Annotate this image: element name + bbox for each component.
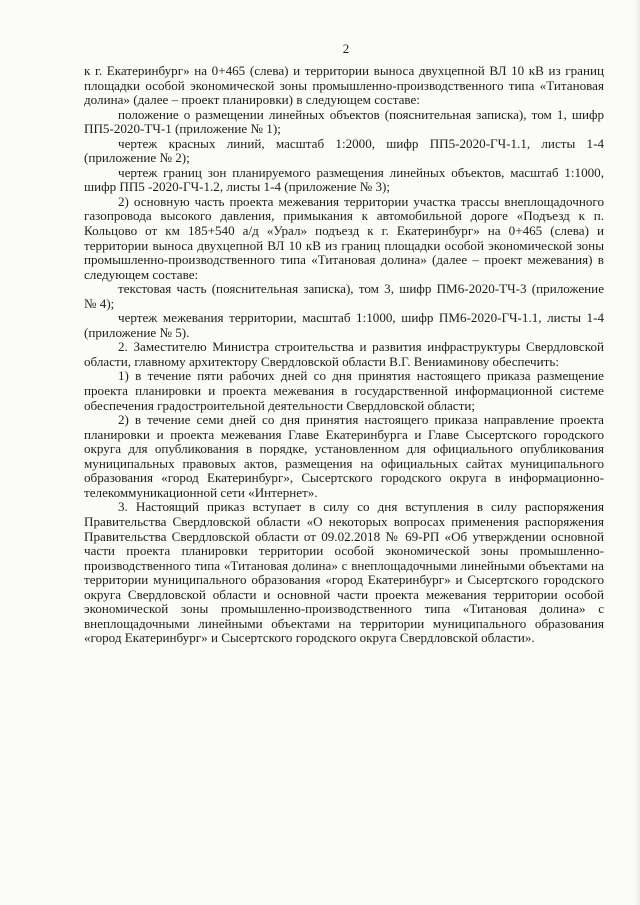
paragraph-text-part: текстовая часть (пояснительная записка), том 3, шифр ПМ6-2020-ТЧ-3 (приложение № 4); (84, 281, 604, 311)
page-number: 2 (342, 41, 350, 56)
paragraph-red-lines-drawing: чертеж красных линий, масштаб 1:2000, шифр ПП5-2020-ГЧ-1.1, листы 1-4 (приложение № 2); (84, 135, 604, 166)
paragraph-zone-boundaries-drawing: чертеж границ зон планируемого размещения линейных объектов, масштаб 1:1000, шифр ПП5 -2020-ГЧ-1.2, листы 1-4 (приложение № 3); (84, 164, 604, 195)
paragraph-item-3-entry-into-force: 3. Настоящий приказ вступает в силу со дня вступления в силу распоряжения Правительства Свердловской области «О некоторых вопросах применения распоряжения Правительства Свердловской области от 09.02.2018 № 69-РП «Об утверждении основной части проекта планировки территории особой экономической зоны промышленно-производственного типа «Титановая долина» с внеплощадочными линейными объектами на территории муниципального образования «город Екатеринбург» и Сысертского городского округа Свердловской области и основной части проекта межевания территории особой экономической зоны промышленно-производственного типа «Титановая долина» с внеплощадочными линейными объектами на территории муниципального образования «город Екатеринбург» и Сысертского городского округа Свердловской области». (84, 499, 604, 646)
paragraph-surveying-project: 2) основную часть проекта межевания территории участка трассы внеплощадочного газопровода высокого давления, примыкания к автомобильной дороге «Подъезд к п. Кольцово от км 185+540 а/д «Урал» подъезд к г. Екатеринбург» на 0+465 (слева) и территории выноса двухцепной ВЛ 10 кВ из границ площадки особой экономической зоны промышленно-производственного типа «Титановая долина» (далее – проект межевания) в следующем составе: (84, 193, 604, 282)
paragraph-project-planning-continuation: к г. Екатеринбург» на 0+465 (слева) и территории выноса двухцепной ВЛ 10 кВ из границ площадки особой экономической зоны промышленно-производственного типа «Титановая долина» (далее – проект планировки) в следующем составе: (84, 63, 604, 108)
paragraph-surveying-drawing: чертеж межевания территории, масштаб 1:1000, шифр ПМ6-2020-ГЧ-1.1, листы 1-4 (приложение № 5). (84, 310, 604, 340)
document-body (84, 64, 604, 646)
paragraph-subitem-1-publication: 1) в течение пяти рабочих дней со дня принятия настоящего приказа размещение проекта планировки и проекта межевания в государственной информационной системе обеспечения градостроительной деятельности Свердловской области; (84, 368, 604, 413)
page-edge-shadow (634, 0, 640, 905)
paragraph-linear-objects-regulation: положение о размещении линейных объектов (пояснительная записка), том 1, шифр ПП5-2020-ТЧ-1 (приложение № 1); (84, 106, 604, 137)
paragraph-subitem-2-sending: 2) в течение семи дней со дня принятия настоящего приказа направление проекта планировки и проекта межевания Главе Екатеринбурга и Главе Сысертского городского округа для опубликования в порядке, установленном для официального опубликования муниципальных правовых актов, размещения на официальных сайтах муниципального образования «город Екатеринбург», Сысертского городского округа в информационно-телекоммуникационной сети «Интернет». (84, 412, 604, 500)
paragraph-item-2-deputy-minister: 2. Заместителю Министра строительства и развития инфраструктуры Свердловской области, главному архитектору Свердловской области В.Г. Вениаминову обеспечить: (84, 339, 604, 369)
